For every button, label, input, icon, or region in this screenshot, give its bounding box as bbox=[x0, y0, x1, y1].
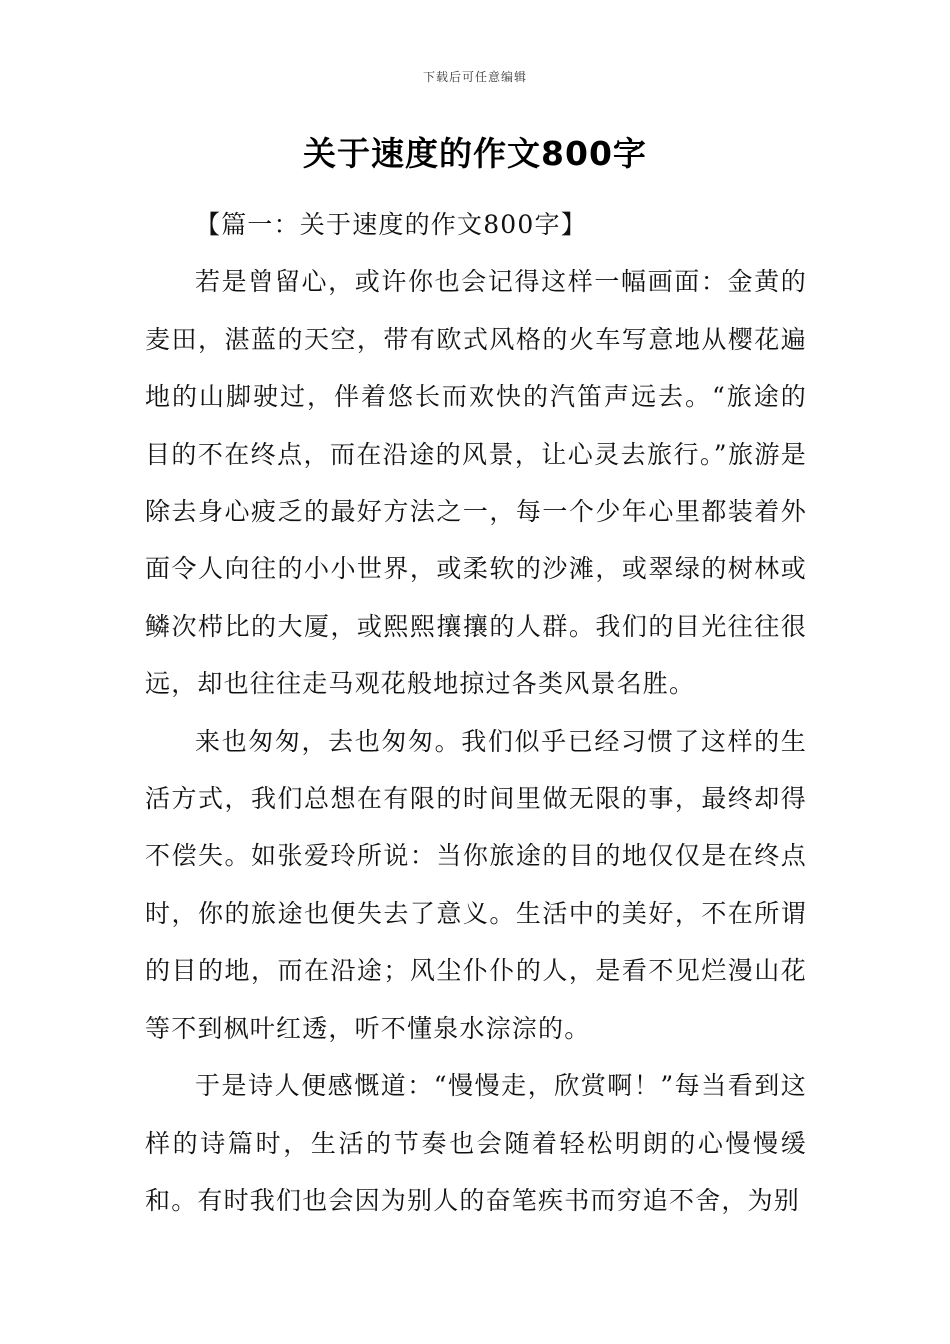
header-note: 下载后可任意编辑 bbox=[422, 70, 527, 84]
paragraph-1: 若是曾留心，或许你也会记得这样一幅画面：金黄的麦田，湛蓝的天空，带有欧式风格的火车写意地从樱花遍地的山脚驶过，伴着悠长而欢快的汽笛声远去。“旅途的目的不在终点，而在沿途的风景，让心灵去旅行。”旅游是除去身心疲乏的最好方法之一，每一个少年心里都装着外面令人向往的小小世界，或柔软的沙滩，或翠绿的树林或鳞次栉比的大厦，或熙熙攘攘的人群。我们的目光往往很远，却也往往走马观花般地掠过各类风景名胜。 bbox=[145, 267, 807, 699]
paragraph-3: 于是诗人便感慨道：“慢慢走，欣赏啊！”每当看到这样的诗篇时，生活的节奏也会随着轻松明朗的心慢慢缓和。有时我们也会因为别人的奋笔疾书而穷追不舍，为别 bbox=[145, 1071, 807, 1215]
document-body bbox=[145, 196, 807, 1229]
paragraph-2: 来也匆匆，去也匆匆。我们似乎已经习惯了这样的生活方式，我们总想在有限的时间里做无限的事，最终却得不偿失。如张爱玲所说：当你旅途的目的地仅仅是在终点时，你的旅途也便失去了意义。生活中的美好，不在所谓的目的地，而在沿途；风尘仆仆的人，是看不见烂漫山花等不到枫叶红透，听不懂泉水淙淙的。 bbox=[145, 726, 807, 1043]
section-heading: 【篇一：关于速度的作文800字】 bbox=[195, 210, 587, 239]
document-title: 关于速度的作文800字 bbox=[303, 134, 647, 173]
